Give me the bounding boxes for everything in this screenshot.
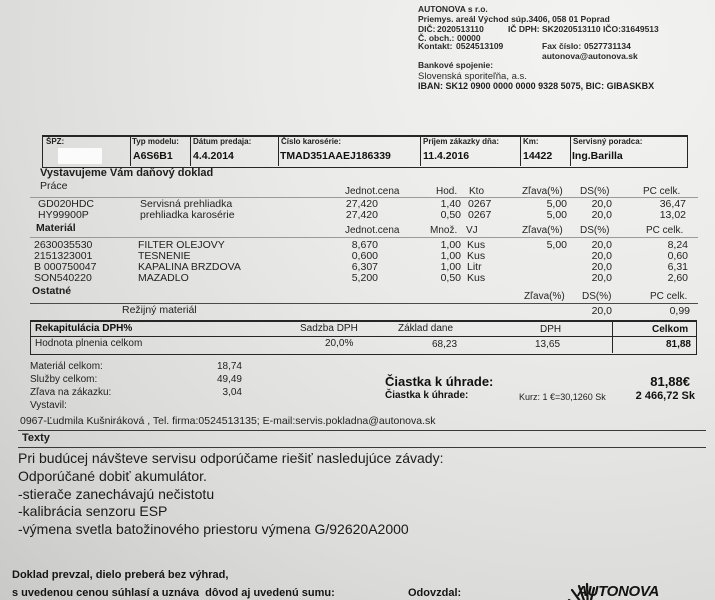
bank-name: Slovenská sporiteľňa, a.s. <box>418 71 527 82</box>
amount-due-label: Čiastka k úhrade: <box>385 374 494 389</box>
issued-by-value: 0967-Ľudmila Kušniráková , Tel. firma:0524513135; E-mail:servis.pokladna@autonova.sk <box>20 415 436 427</box>
company-name: AUTONOVA s r.o. <box>418 4 488 14</box>
item-quantity: 0,50 <box>440 272 461 284</box>
vat-amount-value: 13,65 <box>535 339 561 350</box>
column-divider <box>190 137 191 166</box>
order-discount-label: Zľava na zákazku: <box>30 387 112 398</box>
amount-due-eur: 81,88€ <box>650 374 690 389</box>
text-line: -stierače zanechávajú nečistotu <box>18 486 215 502</box>
item-discount: 5,00 <box>546 239 567 251</box>
item-unit-price: 6,307 <box>351 261 378 273</box>
column-divider <box>278 137 279 166</box>
redacted-license-plate <box>58 148 102 164</box>
item-code: 2630035530 <box>34 239 93 251</box>
acceptance-line-1: Doklad prevzal, dielo preberá bez výhrad, <box>12 569 229 581</box>
advisor-value: Ing.Barilla <box>572 150 623 162</box>
header-total: Celkom <box>652 324 689 335</box>
bank-label: Bankové spojenie: <box>418 60 494 70</box>
item-vat: 20,0 <box>591 305 612 317</box>
item-who: 0267 <box>468 209 492 221</box>
tax-base-value: 68,23 <box>432 339 458 350</box>
autonova-logo-text: AUTONOVA <box>577 583 660 600</box>
item-total: 13,02 <box>659 209 686 221</box>
item-unit-price: 0,600 <box>351 250 378 262</box>
item-unit: Kus <box>467 239 486 251</box>
exchange-rate: Kurz: 1 €=30,1260 Sk <box>519 392 606 402</box>
item-vat: 20,0 <box>591 239 612 251</box>
vat-recap-row-label: Hodnota plnenia celkom <box>35 338 143 349</box>
vat-recap-title: Rekapitulácia DPH% <box>35 323 133 334</box>
item-code: B 000750047 <box>34 261 97 273</box>
item-name: Servisná prehliadka <box>140 198 233 210</box>
spz-label: ŠPZ: <box>46 137 65 146</box>
services-total-label: Služby celkom: <box>30 374 98 385</box>
other-section-title: Ostatné <box>32 285 72 297</box>
item-quantity: 1,00 <box>440 239 461 251</box>
header-discount: Zľava(%) <box>524 291 565 302</box>
km-label: Km: <box>523 137 539 146</box>
vin-value: TMAD351AAEJ186339 <box>280 150 391 162</box>
header-hours: Hod. <box>436 186 458 197</box>
advisor-label: Servisný poradca: <box>573 137 643 146</box>
model-label: Typ modelu: <box>132 137 179 146</box>
header-vat: DS(%) <box>580 186 610 197</box>
item-quantity: 1,00 <box>440 250 461 262</box>
header-quantity: Množ. <box>430 225 458 236</box>
vat-rate-value: 20,0% <box>325 338 354 349</box>
item-hours: 1,40 <box>440 198 461 210</box>
other-row <box>0 306 715 318</box>
order-date-value: 11.4.2016 <box>423 150 470 162</box>
vin-label: Číslo karosérie: <box>281 137 342 146</box>
text-line: -výmena svetla batožinového priestoru výmena G/92620A2000 <box>18 521 409 537</box>
amount-due-sk-label: Čiastka k úhrade: <box>385 390 469 401</box>
header-unit-price: Jednot.cena <box>345 186 400 197</box>
item-total: 6,31 <box>667 261 688 273</box>
item-unit-price: 27,420 <box>345 209 378 221</box>
item-vat: 20,0 <box>591 250 612 262</box>
sale-date-label: Dátum predaja: <box>193 137 252 146</box>
work-section-title: Práce <box>40 180 68 192</box>
item-vat: 20,0 <box>591 198 612 210</box>
model-value: A6S6B1 <box>133 150 173 162</box>
work-row <box>0 210 715 222</box>
item-name: FILTER OLEJOVY <box>138 239 225 251</box>
text-line: Odporúčané dobiť akumulátor. <box>18 468 207 484</box>
header-total: PC celk. <box>650 291 688 302</box>
issued-by-label: Vystavil: <box>30 400 67 411</box>
item-vat: 20,0 <box>591 209 612 221</box>
column-divider <box>612 321 613 353</box>
handed-over-label: Odovzdal: <box>408 587 462 599</box>
header-who: Kto <box>469 186 485 197</box>
recap-total-value: 81,88 <box>665 339 691 350</box>
company-email: autonova@autonova.sk <box>542 51 638 61</box>
order-discount-value: 3,04 <box>222 387 242 398</box>
column-divider <box>570 137 571 166</box>
item-unit: Litr <box>467 261 482 273</box>
item-unit: Kus <box>467 250 486 262</box>
contact-value: 0524513109 <box>456 41 504 51</box>
item-name: KAPALINA BRZDOVA <box>138 261 241 273</box>
acceptance-line-2: s uvedenou cenou súhlasí a uznáva dôvod aj uvedenú sumu: <box>12 587 335 599</box>
sale-date-value: 4.4.2014 <box>193 150 234 162</box>
item-name: Režijný materiál <box>122 304 197 316</box>
ico-value: IČO:31649513 <box>603 24 659 34</box>
material-total-label: Materiál celkom: <box>30 361 103 372</box>
column-divider <box>520 137 521 166</box>
material-row <box>0 273 715 285</box>
fax-label: Fax číslo: <box>542 41 582 51</box>
item-who: 0267 <box>468 198 492 210</box>
icdph-value: SK2020513110 <box>542 24 601 34</box>
texts-section-title: Texty <box>22 432 50 444</box>
column-divider <box>420 137 421 166</box>
services-total-value: 49,49 <box>216 374 242 385</box>
item-total: 2,60 <box>667 272 688 284</box>
material-section-title: Materiál <box>36 222 76 234</box>
header-vat: DS(%) <box>582 291 612 302</box>
item-hours: 0,50 <box>440 209 461 221</box>
item-name: MAZADLO <box>138 272 189 284</box>
cobch-value: 00000 <box>457 33 481 43</box>
item-name: prehliadka karosérie <box>140 209 235 221</box>
item-code: GD020HDC <box>38 198 95 210</box>
item-vat: 20,0 <box>591 261 612 273</box>
material-total-value: 18,74 <box>216 361 242 372</box>
divider <box>18 447 706 448</box>
item-code: HY99900P <box>38 209 89 221</box>
company-address: Priemys. areál Východ súp.3406, 058 01 Poprad <box>418 14 610 24</box>
item-total: 36,47 <box>659 198 686 210</box>
dic-value: 2020513110 <box>437 24 484 34</box>
order-date-label: Príjem zákazky dňa: <box>423 137 500 146</box>
item-quantity: 1,00 <box>440 261 461 273</box>
bank-iban: IBAN: SK12 0900 0000 0000 9328 5075, BIC: GIBASKBX <box>418 81 655 91</box>
item-unit-price: 8,670 <box>351 239 378 251</box>
item-unit: Kus <box>467 272 486 284</box>
header-total: PC celk. <box>643 186 681 197</box>
cobch-label: Č. obch.: <box>418 33 455 43</box>
header-vat-rate: Sadzba DPH <box>300 323 358 334</box>
header-tax-base: Základ dane <box>398 323 454 334</box>
item-discount: 5,00 <box>546 209 567 221</box>
text-line: Pri budúcej návšteve servisu odporúčame riešiť nasledujúce závady: <box>18 450 444 466</box>
header-unit-price: Jednot.cena <box>345 225 400 236</box>
item-total: 0,60 <box>667 250 688 262</box>
header-vat: DS(%) <box>580 225 610 236</box>
item-total: 0,99 <box>669 305 690 317</box>
item-vat: 20,0 <box>591 272 612 284</box>
header-vat-amount: DPH <box>540 324 562 335</box>
item-unit-price: 5,200 <box>351 272 378 284</box>
header-discount: Zľava(%) <box>522 186 563 197</box>
icdph-label: IČ DPH: <box>508 24 540 34</box>
item-code: 2151323001 <box>34 250 93 262</box>
divider <box>30 336 697 337</box>
item-discount: 5,00 <box>546 198 567 210</box>
km-value: 14422 <box>523 150 553 162</box>
amount-due-sk: 2 466,72 Sk <box>635 390 695 402</box>
text-line: -kalibrácia senzoru ESP <box>18 503 168 519</box>
header-unit: VJ <box>466 225 478 236</box>
header-total: PC celk. <box>646 225 684 236</box>
autonova-logo-icon <box>548 566 578 600</box>
dic-label: DIČ: <box>418 24 436 34</box>
document-title: Vystavujeme Vám daňový doklad <box>40 167 214 179</box>
header-discount: Zľava(%) <box>522 225 563 236</box>
item-name: TESNENIE <box>138 250 191 262</box>
divider <box>18 430 706 431</box>
fax-value: 0527731134 <box>584 41 631 51</box>
item-unit-price: 27,420 <box>345 198 378 210</box>
column-divider <box>130 137 131 166</box>
item-total: 8,24 <box>667 239 688 251</box>
divider <box>30 237 698 238</box>
item-code: SON540220 <box>34 272 92 284</box>
contact-label: Kontakt: <box>418 41 453 51</box>
